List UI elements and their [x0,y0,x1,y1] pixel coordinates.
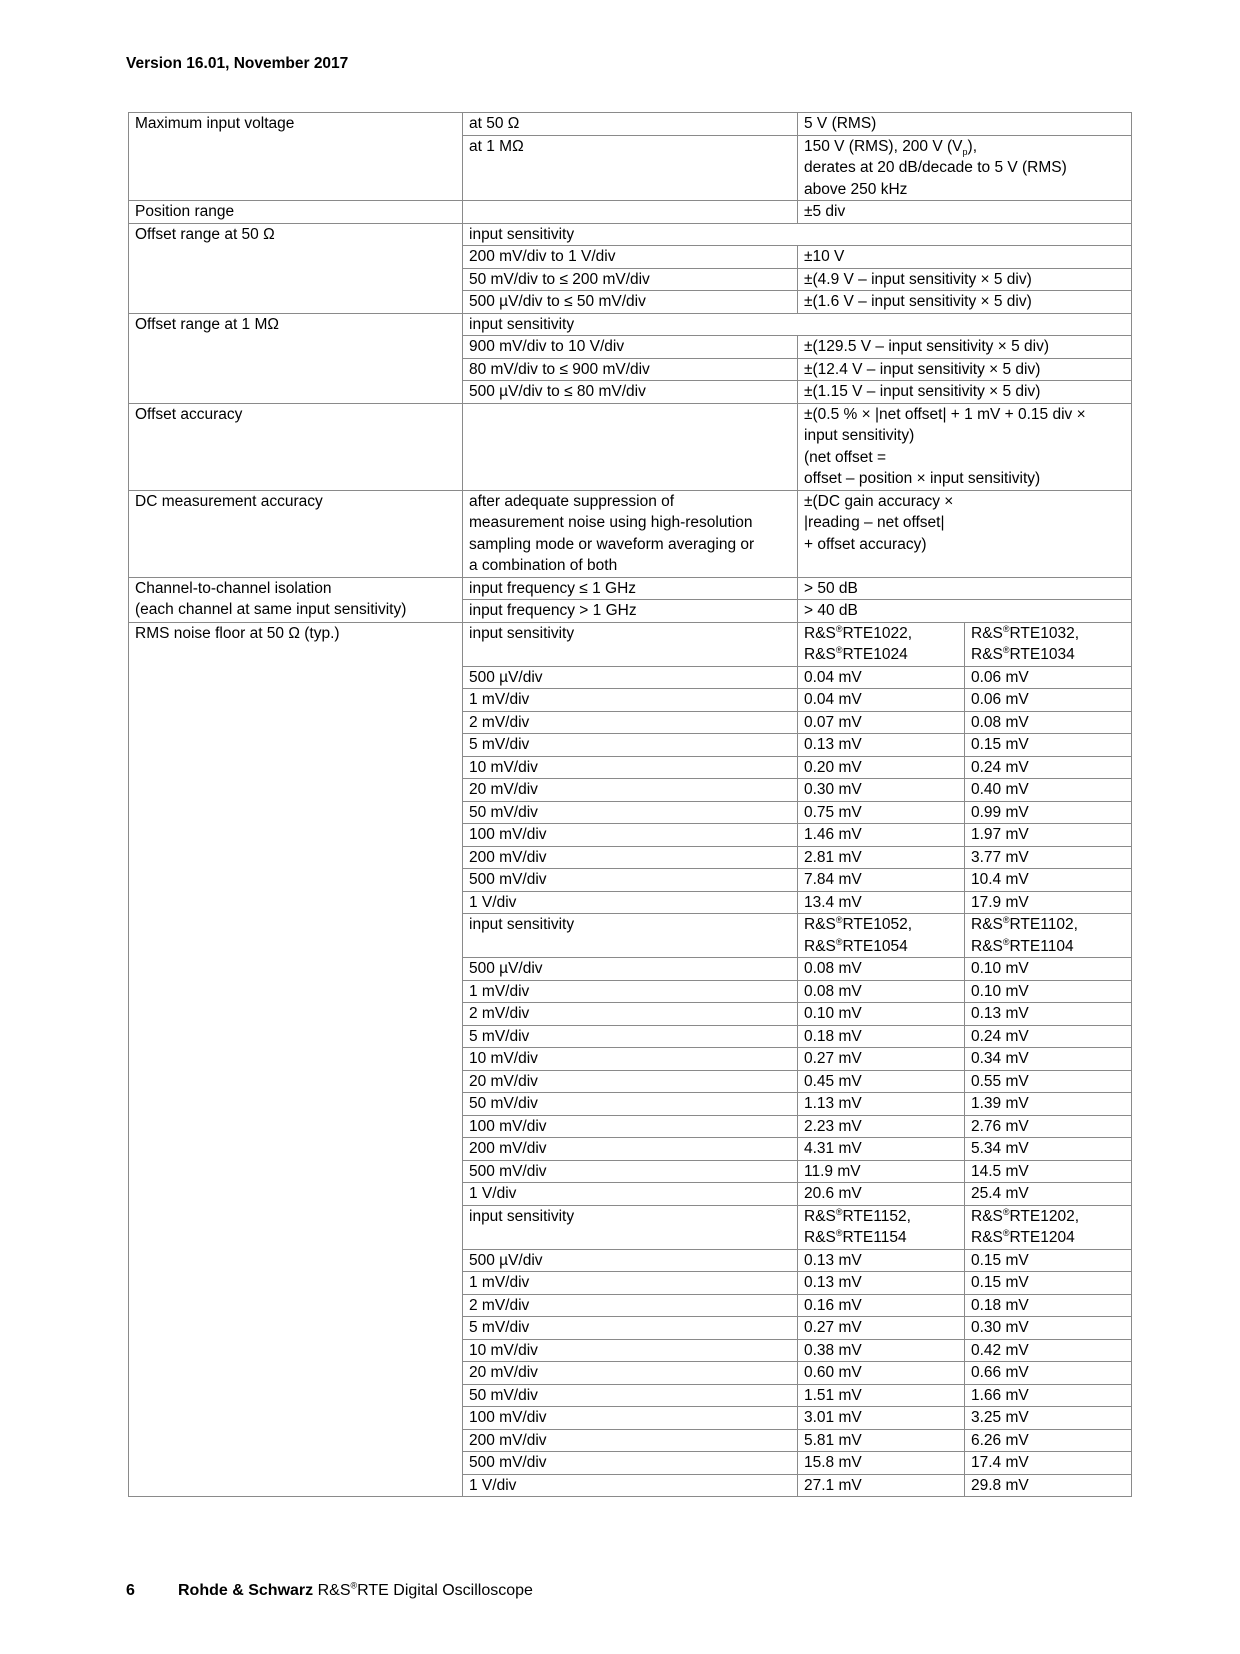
param-label: Channel-to-channel isolation (each channel at same input sensitivity) [129,577,463,622]
noise-value-cell: 0.13 mV [798,1272,965,1295]
condition-cell: 900 mV/div to 10 V/div [463,336,798,359]
param-label: DC measurement accuracy [129,490,463,577]
value-cell: ±(12.4 V – input sensitivity × 5 div) [798,358,1132,381]
noise-value-cell: 11.9 mV [798,1160,965,1183]
noise-value-cell: 3.01 mV [798,1407,965,1430]
sensitivity-cell: 50 mV/div [463,1093,798,1116]
condition-cell [463,201,798,224]
noise-value-cell: 1.13 mV [798,1093,965,1116]
table-row [129,113,1132,136]
value-cell: ±(DC gain accuracy × |reading – net offset| + offset accuracy) [798,490,1132,577]
condition-cell: input frequency ≤ 1 GHz [463,577,798,600]
sensitivity-cell: 5 mV/div [463,734,798,757]
sensitivity-cell: 2 mV/div [463,1003,798,1026]
noise-value-cell: 0.27 mV [798,1048,965,1071]
noise-value-cell: 25.4 mV [965,1183,1132,1206]
sensitivity-cell: 1 mV/div [463,1272,798,1295]
noise-value-cell: 0.66 mV [965,1362,1132,1385]
noise-value-cell: 0.10 mV [965,980,1132,1003]
noise-value-cell: 2.23 mV [798,1115,965,1138]
table-row [129,577,1132,600]
page-number: 6 [126,1582,135,1599]
noise-value-cell: 6.26 mV [965,1429,1132,1452]
value-cell: > 50 dB [798,577,1132,600]
sensitivity-cell: 500 mV/div [463,1160,798,1183]
noise-value-cell: 0.15 mV [965,1272,1132,1295]
value-cell: ±(1.6 V – input sensitivity × 5 div) [798,291,1132,314]
table-row [129,622,1132,666]
noise-value-cell: 0.24 mV [965,756,1132,779]
param-label: Offset accuracy [129,403,463,490]
sensitivity-cell: 1 mV/div [463,980,798,1003]
noise-value-cell: 0.07 mV [798,711,965,734]
value-cell: ±(0.5 % × |net offset| + 1 mV + 0.15 div × input sensitivity) (net offset = offset – position × input sensitivity) [798,403,1132,490]
condition-cell: 50 mV/div to ≤ 200 mV/div [463,268,798,291]
noise-value-cell: 10.4 mV [965,869,1132,892]
noise-value-cell: 0.18 mV [965,1294,1132,1317]
noise-value-cell: 0.99 mV [965,801,1132,824]
subheader-cell: input sensitivity [463,1205,798,1249]
noise-value-cell: 0.04 mV [798,666,965,689]
sensitivity-cell: 500 µV/div [463,1249,798,1272]
spec-table [128,112,1132,1497]
noise-value-cell: 4.31 mV [798,1138,965,1161]
sensitivity-cell: 1 V/div [463,1474,798,1497]
param-label: Maximum input voltage [129,113,463,201]
param-label: Position range [129,201,463,224]
noise-value-cell: 27.1 mV [798,1474,965,1497]
noise-value-cell: 0.27 mV [798,1317,965,1340]
condition-cell: 500 µV/div to ≤ 50 mV/div [463,291,798,314]
noise-value-cell: 0.13 mV [965,1003,1132,1026]
noise-value-cell: 17.4 mV [965,1452,1132,1475]
model-header-cell: R&S®RTE1022, R&S®RTE1024 [798,622,965,666]
condition-cell: 500 µV/div to ≤ 80 mV/div [463,381,798,404]
sensitivity-cell: 50 mV/div [463,801,798,824]
value-cell: > 40 dB [798,600,1132,623]
value-cell: ±10 V [798,246,1132,269]
subheader-cell: input sensitivity [463,622,798,666]
sensitivity-cell: 5 mV/div [463,1317,798,1340]
noise-value-cell: 0.10 mV [965,958,1132,981]
sensitivity-cell: 200 mV/div [463,846,798,869]
model-header-cell: R&S®RTE1052, R&S®RTE1054 [798,914,965,958]
page-footer [126,1582,533,1600]
product-name: R&S®RTE Digital Oscilloscope [317,1580,533,1599]
noise-value-cell: 5.81 mV [798,1429,965,1452]
subheader-cell: input sensitivity [463,223,1132,246]
noise-value-cell: 0.08 mV [965,711,1132,734]
value-cell: ±(1.15 V – input sensitivity × 5 div) [798,381,1132,404]
noise-value-cell: 3.25 mV [965,1407,1132,1430]
table-row [129,313,1132,336]
model-header-cell: R&S®RTE1032, R&S®RTE1034 [965,622,1132,666]
noise-value-cell: 13.4 mV [798,891,965,914]
condition-cell: 200 mV/div to 1 V/div [463,246,798,269]
noise-value-cell: 15.8 mV [798,1452,965,1475]
noise-value-cell: 0.45 mV [798,1070,965,1093]
param-label: Offset range at 50 Ω [129,223,463,313]
noise-value-cell: 0.40 mV [965,779,1132,802]
noise-value-cell: 0.60 mV [798,1362,965,1385]
table-row [129,223,1132,246]
param-label: Offset range at 1 MΩ [129,313,463,403]
sensitivity-cell: 20 mV/div [463,1362,798,1385]
noise-value-cell: 0.06 mV [965,689,1132,712]
value-cell: 5 V (RMS) [798,113,1132,136]
noise-value-cell: 0.13 mV [798,1249,965,1272]
subheader-cell: input sensitivity [463,313,1132,336]
model-header-cell: R&S®RTE1102, R&S®RTE1104 [965,914,1132,958]
model-header-cell: R&S®RTE1152, R&S®RTE1154 [798,1205,965,1249]
sensitivity-cell: 100 mV/div [463,824,798,847]
sensitivity-cell: 200 mV/div [463,1429,798,1452]
sensitivity-cell: 500 mV/div [463,1452,798,1475]
noise-value-cell: 0.15 mV [965,1249,1132,1272]
value-cell: 150 V (RMS), 200 V $(V_p)$, derates at 20 dB/decade to 5 V (RMS) above 250 kHz [798,135,1132,201]
table-row [129,201,1132,224]
document-version: Version 16.01, November 2017 [126,55,349,72]
noise-value-cell: 7.84 mV [798,869,965,892]
noise-value-cell: 0.20 mV [798,756,965,779]
noise-value-cell: 0.06 mV [965,666,1132,689]
sensitivity-cell: 500 µV/div [463,666,798,689]
sensitivity-cell: 2 mV/div [463,1294,798,1317]
noise-value-cell: 0.34 mV [965,1048,1132,1071]
noise-value-cell: 0.24 mV [965,1025,1132,1048]
sensitivity-cell: 20 mV/div [463,1070,798,1093]
noise-value-cell: 0.08 mV [798,958,965,981]
noise-value-cell: 0.42 mV [965,1339,1132,1362]
condition-cell: input frequency > 1 GHz [463,600,798,623]
noise-value-cell: 0.18 mV [798,1025,965,1048]
noise-value-cell: 29.8 mV [965,1474,1132,1497]
condition-cell: after adequate suppression of measurement noise using high-resolution sampling mode or waveform averaging or a combination of both [463,490,798,577]
condition-cell: at 1 MΩ [463,135,798,201]
sensitivity-cell: 100 mV/div [463,1407,798,1430]
sensitivity-cell: 20 mV/div [463,779,798,802]
sensitivity-cell: 1 V/div [463,891,798,914]
noise-value-cell: 0.15 mV [965,734,1132,757]
noise-value-cell: 0.55 mV [965,1070,1132,1093]
sensitivity-cell: 5 mV/div [463,1025,798,1048]
noise-value-cell: 0.10 mV [798,1003,965,1026]
sensitivity-cell: 10 mV/div [463,756,798,779]
noise-value-cell: 1.46 mV [798,824,965,847]
noise-value-cell: 0.13 mV [798,734,965,757]
noise-value-cell: 1.97 mV [965,824,1132,847]
value-cell: ±5 div [798,201,1132,224]
table-row [129,490,1132,577]
noise-value-cell: 1.66 mV [965,1384,1132,1407]
sensitivity-cell: 2 mV/div [463,711,798,734]
condition-cell [463,403,798,490]
noise-value-cell: 0.38 mV [798,1339,965,1362]
noise-value-cell: 2.81 mV [798,846,965,869]
noise-value-cell: 1.51 mV [798,1384,965,1407]
sensitivity-cell: 200 mV/div [463,1138,798,1161]
subheader-cell: input sensitivity [463,914,798,958]
sensitivity-cell: 10 mV/div [463,1339,798,1362]
noise-value-cell: 0.30 mV [965,1317,1132,1340]
noise-value-cell: 17.9 mV [965,891,1132,914]
noise-value-cell: 5.34 mV [965,1138,1132,1161]
sensitivity-cell: 50 mV/div [463,1384,798,1407]
sensitivity-cell: 500 µV/div [463,958,798,981]
sensitivity-cell: 10 mV/div [463,1048,798,1071]
sensitivity-cell: 1 V/div [463,1183,798,1206]
noise-value-cell: 0.30 mV [798,779,965,802]
param-label: RMS noise floor at 50 Ω (typ.) [129,622,463,1497]
noise-value-cell: 20.6 mV [798,1183,965,1206]
noise-value-cell: 0.04 mV [798,689,965,712]
noise-value-cell: 0.16 mV [798,1294,965,1317]
noise-value-cell: 0.75 mV [798,801,965,824]
model-header-cell: R&S®RTE1202, R&S®RTE1204 [965,1205,1132,1249]
noise-value-cell: 0.08 mV [798,980,965,1003]
noise-value-cell: 14.5 mV [965,1160,1132,1183]
table-row [129,403,1132,490]
value-cell: ±(129.5 V – input sensitivity × 5 div) [798,336,1132,359]
sensitivity-cell: 500 mV/div [463,869,798,892]
condition-cell: 80 mV/div to ≤ 900 mV/div [463,358,798,381]
condition-cell: at 50 Ω [463,113,798,136]
sensitivity-cell: 1 mV/div [463,689,798,712]
noise-value-cell: 1.39 mV [965,1093,1132,1116]
noise-value-cell: 3.77 mV [965,846,1132,869]
value-cell: ±(4.9 V – input sensitivity × 5 div) [798,268,1132,291]
company-name: Rohde & Schwarz [178,1582,314,1599]
sensitivity-cell: 100 mV/div [463,1115,798,1138]
noise-value-cell: 2.76 mV [965,1115,1132,1138]
